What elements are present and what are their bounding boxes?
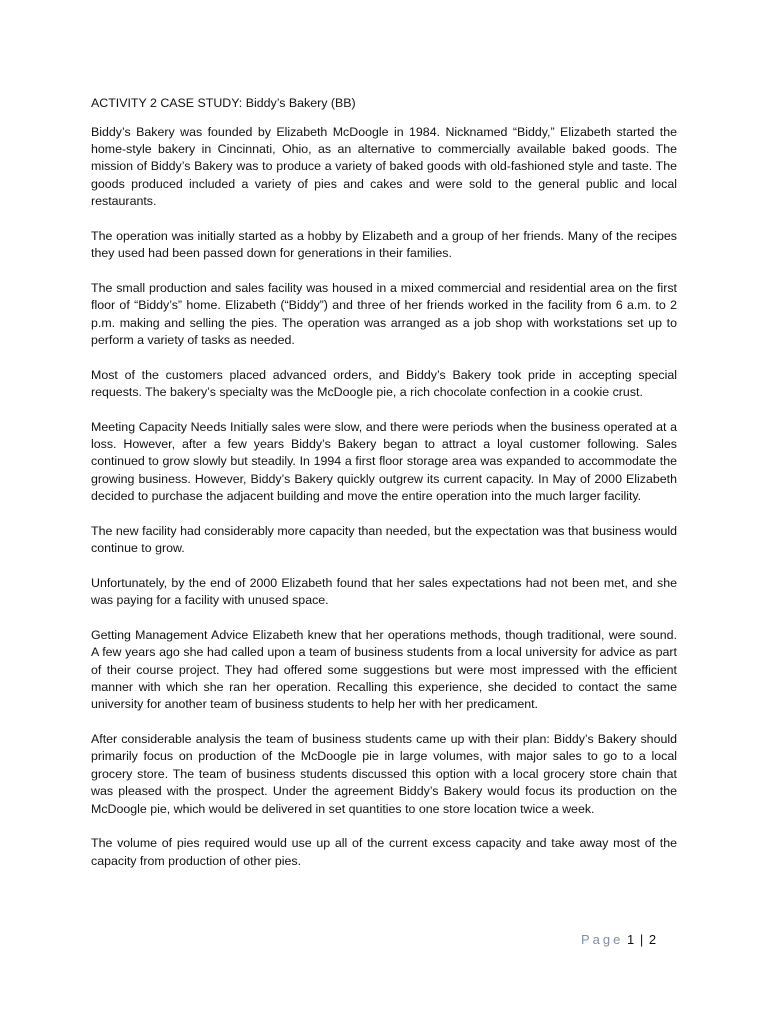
page-separator: | [639, 932, 644, 947]
paragraph-3: The small production and sales facility was housed in a mixed commercial and residential area on the first floor of “Biddy’s” home. Elizabeth (“Biddy”) and three of her friends worked in the facility from 6 a.m. to 2 p.m. making and selling the pies. The operation was arranged as a job shop with workstations set up to perform a variety of tasks as needed. [91, 280, 677, 347]
page-word-label: Page [581, 932, 624, 947]
paragraph-1: Biddy’s Bakery was founded by Elizabeth McDoogle in 1984. Nicknamed “Biddy,” Elizabeth started the home-style bakery in Cincinnati, Ohio, as an alternative to commercially available baked goods. The mission of Biddy’s Bakery was to produce a variety of baked goods with old-fashioned style and taste. The goods produced included a variety of pies and cakes and were sold to the general public and local restaurants. [91, 124, 677, 209]
document-title: ACTIVITY 2 CASE STUDY: Biddy’s Bakery (BB) [91, 96, 356, 110]
total-page-number: 2 [648, 932, 657, 947]
paragraph-4: Most of the customers placed advanced orders, and Biddy’s Bakery took pride in accepting special requests. The bakery’s specialty was the McDoogle pie, a rich chocolate confection in a cookie crust. [91, 367, 677, 399]
paragraph-6: The new facility had considerably more capacity than needed, but the expectation was that business would continue to grow. [91, 523, 677, 556]
page-footer [581, 930, 656, 950]
paragraph-8: Getting Management Advice Elizabeth knew that her operations methods, though traditional, were sound. A few years ago she had called upon a team of business students from a local university for advice as part of their course project. They had offered some suggestions but were most impressed with the efficient manner with which she ran her operation. Recalling this experience, she decided to contact the same university for another team of business students to help her with her predicament. [91, 627, 677, 712]
paragraph-9: After considerable analysis the team of business students came up with their plan: Biddy’s Bakery should primarily focus on production of the McDoogle pie in large volumes, with major sales to go to a local grocery store. The team of business students discussed this option with a local grocery store chain that was pleased with the prospect. Under the agreement Biddy’s Bakery would focus its production on the McDoogle pie, which would be delivered in set quantities to one store location twice a week. [91, 731, 677, 816]
paragraph-10: The volume of pies required would use up all of the current excess capacity and take away most of the capacity from production of other pies. [91, 836, 677, 868]
document-body [91, 95, 677, 887]
paragraph-7: Unfortunately, by the end of 2000 Elizabeth found that her sales expectations had not been met, and she was paying for a facility with unused space. [91, 575, 677, 608]
paragraph-2: The operation was initially started as a hobby by Elizabeth and a group of her friends. Many of the recipes they used had been passed down for generations in their families. [91, 228, 677, 261]
paragraph-5: Meeting Capacity Needs Initially sales were slow, and there were periods when the business operated at a loss. However, after a few years Biddy’s Bakery began to attract a loyal customer following. Sales continued to grow slowly but steadily. In 1994 a first floor storage area was expanded to accommodate the growing business. However, Biddy’s Bakery quickly outgrew its current capacity. In May of 2000 Elizabeth decided to purchase the adjacent building and move the entire operation into the much larger facility. [91, 419, 677, 504]
current-page-number: 1 [627, 932, 635, 947]
